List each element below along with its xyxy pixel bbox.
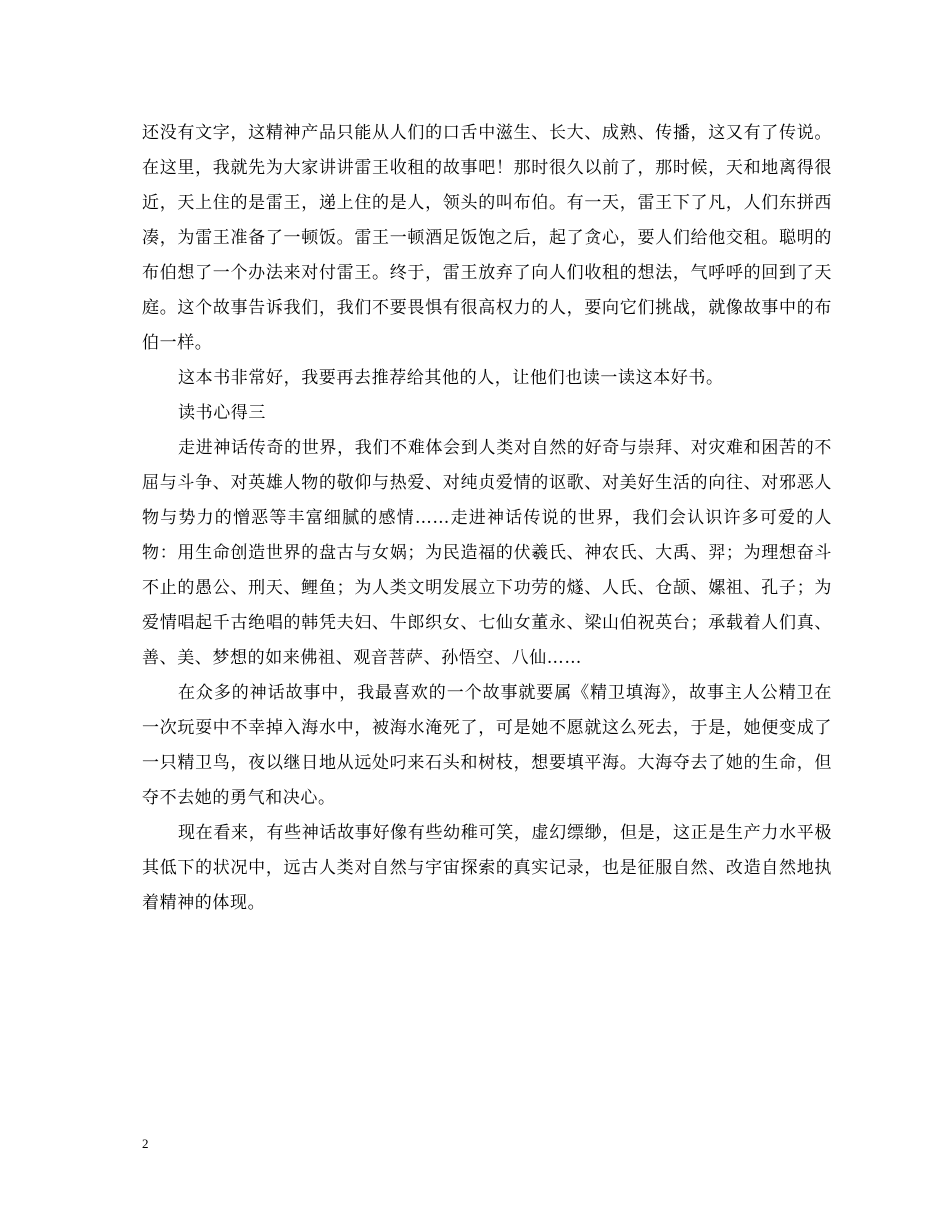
page-number: 2 [142,1136,149,1151]
paragraph-conclusion: 现在看来，有些神话故事好像有些幼稚可笑，虚幻缥缈，但是，这正是生产力水平极其低下的状况中，远古人类对自然与宇宙探索的真实记录，也是征服自然、改造自然地执着精神的体现。 [142,823,832,913]
section-heading: 读书心得三 [178,403,266,423]
document-body [142,116,832,921]
paragraph-recommendation: 这本书非常好，我要再去推荐给其他的人，让他们也读一读这本好书。 [178,368,724,388]
paragraph-jingwei: 在众多的神话故事中，我最喜欢的一个故事就要属《精卫填海》，故事主人公精卫在一次玩耍中不幸掉入海水中，被海水淹死了，可是她不愿就这么死去，于是，她便变成了一只精卫鸟，夜以继日地从远处叼来石头和树枝，想要填平海。大海夺去了她的生命，但夺不去她的勇气和决心。 [142,683,832,808]
paragraph-leigong-story: 还没有文字，这精神产品只能从人们的口舌中滋生、长大、成熟、传播，这又有了传说。在这里，我就先为大家讲讲雷王收租的故事吧！那时很久以前了，那时候，天和地离得很近，天上住的是雷王，递上住的是人，领头的叫布伯。有一天，雷王下了凡，人们东拼西凑，为雷王准备了一顿饭。雷王一顿酒足饭饱之后，起了贪心，要人们给他交租。聪明的布伯想了一个办法来对付雷王。终于，雷王放弃了向人们收租的想法，气呼呼的回到了天庭。这个故事告诉我们，我们不要畏惧有很高权力的人，要向它们挑战，就像故事中的布伯一样。 [142,123,832,353]
paragraph-myth-world: 走进神话传奇的世界，我们不难体会到人类对自然的好奇与崇拜、对灾难和困苦的不屈与斗争、对英雄人物的敬仰与热爱、对纯贞爱情的讴歌、对美好生活的向往、对邪恶人物与势力的憎恶等丰富细腻的感情……走进神话传说的世界，我们会认识许多可爱的人物：用生命创造世界的盘古与女娲；为民造福的伏羲氏、神农氏、大禹、羿；为理想奋斗不止的愚公、刑天、鲤鱼；为人类文明发展立下功劳的燧、人氏、仓颉、嫘祖、孔子；为爱情唱起千古绝唱的韩凭夫妇、牛郎织女、七仙女董永、梁山伯祝英台；承载着人们真、善、美、梦想的如来佛祖、观音菩萨、孙悟空、八仙…… [142,438,832,668]
